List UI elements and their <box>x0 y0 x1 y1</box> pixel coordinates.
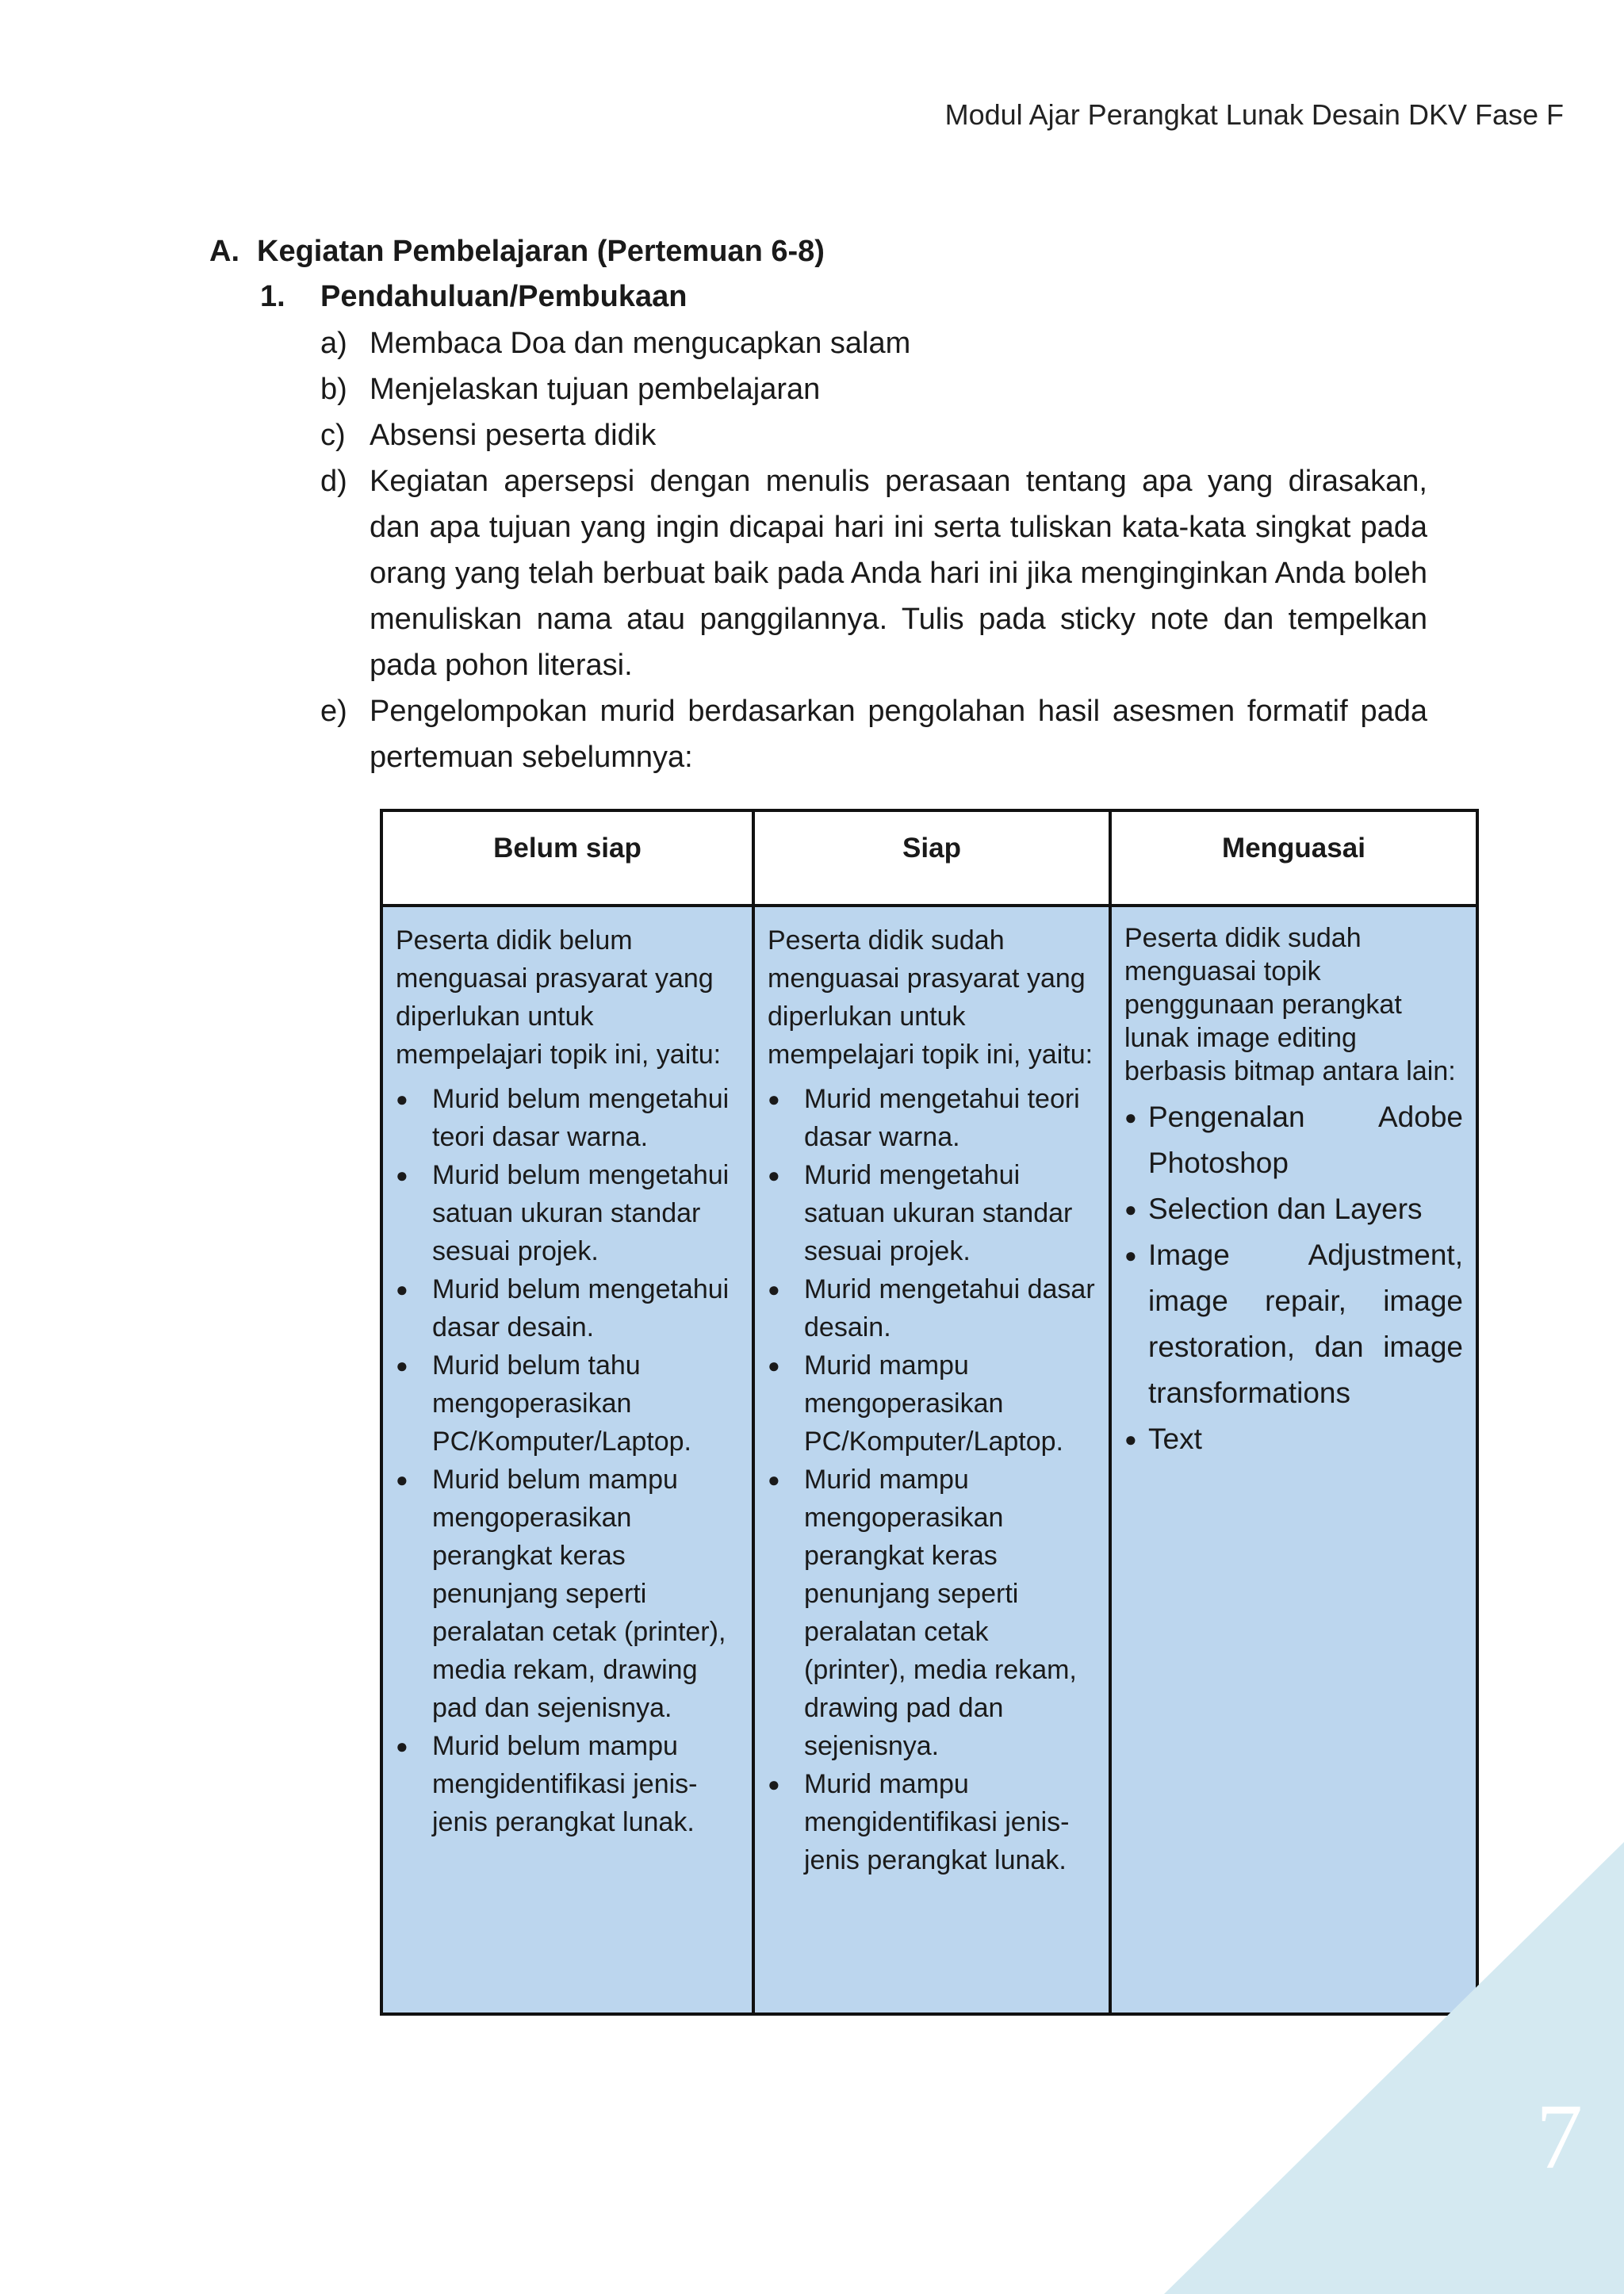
bullet-item <box>768 1270 1096 1346</box>
section-a <box>209 235 1431 793</box>
cell-intro: Peserta didik sudah menguasai topik penggunaan perangkat lunak image editing berbasis bitmap antara lain: <box>1124 923 1456 1086</box>
bullet-text: Murid belum mampu mengoperasikan perangkat keras penunjang seperti peralatan cetak (printer), media rekam, drawing pad dan sejenisnya. <box>432 1465 726 1723</box>
bullet-icon: ● <box>396 1468 408 1492</box>
bullet-list <box>396 1080 739 1841</box>
bullet-icon: ● <box>768 1354 780 1377</box>
subsection-heading <box>260 280 1431 314</box>
bullet-text: Murid mengetahui teori dasar warna. <box>804 1084 1080 1152</box>
bullet-list <box>768 1080 1096 1879</box>
bullet-item <box>768 1080 1096 1156</box>
bullet-item <box>396 1346 739 1461</box>
list-item <box>320 688 1427 780</box>
cell-intro: Peserta didik sudah menguasai prasyarat yang diperlukan untuk mempelajari topik ini, yaitu: <box>768 925 1094 1070</box>
bullet-item <box>768 1346 1096 1461</box>
bullet-item <box>396 1727 739 1841</box>
bullet-text: Murid belum mengetahui dasar desain. <box>432 1274 730 1342</box>
page-number: 7 <box>1536 2085 1583 2189</box>
item-text: Membaca Doa dan mengucapkan salam <box>370 327 911 360</box>
list-item <box>320 458 1427 688</box>
bullet-icon: ● <box>768 1163 780 1187</box>
table-header-menguasai: Menguasai <box>1112 812 1476 907</box>
bullet-text: Murid belum mengetahui satuan ukuran standar sesuai projek. <box>432 1160 730 1266</box>
subsection-title: Pendahuluan/Pembukaan <box>320 280 688 313</box>
table-header-siap: Siap <box>755 812 1112 907</box>
corner-decoration <box>1164 1842 1624 2294</box>
bullet-text: Image Adjustment, image repair, image restoration, dan image transformations <box>1148 1239 1463 1409</box>
section-heading <box>209 235 1431 269</box>
item-text: Kegiatan apersepsi dengan menulis perasaan tentang apa yang dirasakan, dan apa tujuan yang ingin dicapai hari ini serta tuliskan kata-kata singkat pada orang yang telah berbuat baik pada Anda hari ini jika menginginkan Anda boleh menuliskan nama atau panggilannya. Tulis pada sticky note dan tempelkan pada pohon literasi. <box>370 465 1427 682</box>
item-label: c) <box>320 419 346 452</box>
bullet-text: Murid belum tahu mengoperasikan PC/Komputer/Laptop. <box>432 1350 691 1457</box>
bullet-text: Selection dan Layers <box>1148 1193 1423 1225</box>
bullet-item <box>768 1461 1096 1765</box>
bullet-text: Murid mengetahui satuan ukuran standar sesuai projek. <box>804 1160 1073 1266</box>
bullet-item <box>768 1765 1096 1879</box>
bullet-text: Murid belum mampu mengidentifikasi jenis-jenis perangkat lunak. <box>432 1731 698 1837</box>
bullet-item <box>1124 1094 1463 1186</box>
section-number: A. <box>209 235 239 268</box>
item-text: Absensi peserta didik <box>370 419 657 452</box>
bullet-text: Murid mampu mengoperasikan perangkat keras penunjang seperti peralatan cetak (printer), media rekam, drawing pad dan sejenisnya. <box>804 1465 1077 1761</box>
bullet-icon: ● <box>768 1277 780 1301</box>
bullet-text: Murid mampu mengidentifikasi jenis-jenis perangkat lunak. <box>804 1769 1070 1875</box>
bullet-icon: ● <box>768 1468 780 1492</box>
bullet-icon: ● <box>396 1277 408 1301</box>
grouping-table <box>380 809 1479 2016</box>
bullet-item <box>768 1156 1096 1270</box>
bullet-text: Murid mengetahui dasar desain. <box>804 1274 1095 1342</box>
subsection-number: 1. <box>260 280 285 313</box>
bullet-icon: ● <box>396 1354 408 1377</box>
bullet-text: Text <box>1148 1423 1202 1455</box>
bullet-list <box>1124 1094 1463 1462</box>
list-item <box>320 412 1427 458</box>
bullet-icon: ● <box>1124 1197 1137 1221</box>
item-text: Pengelompokan murid berdasarkan pengolahan hasil asesmen formatif pada pertemuan sebelumnya: <box>370 695 1427 774</box>
cell-intro: Peserta didik belum menguasai prasyarat yang diperlukan untuk mempelajari topik ini, yaitu: <box>396 925 722 1070</box>
corner-triangle <box>1164 1842 1624 2294</box>
bullet-icon: ● <box>1124 1243 1137 1267</box>
bullet-icon: ● <box>768 1772 780 1796</box>
table-header-belum-siap: Belum siap <box>383 812 755 907</box>
bullet-icon: ● <box>1124 1105 1137 1129</box>
item-label: a) <box>320 327 347 360</box>
bullet-item <box>1124 1416 1463 1462</box>
item-label: d) <box>320 465 347 498</box>
item-text: Menjelaskan tujuan pembelajaran <box>370 373 821 406</box>
bullet-item <box>1124 1186 1463 1232</box>
bullet-item <box>396 1156 739 1270</box>
cell-siap <box>755 907 1112 2013</box>
bullet-icon: ● <box>1124 1427 1137 1451</box>
bullet-icon: ● <box>396 1163 408 1187</box>
list-item <box>320 320 1427 366</box>
bullet-icon: ● <box>396 1734 408 1758</box>
bullet-icon: ● <box>396 1087 408 1111</box>
bullet-item <box>1124 1232 1463 1416</box>
bullet-icon: ● <box>768 1087 780 1111</box>
bullet-item <box>396 1080 739 1156</box>
running-header: Modul Ajar Perangkat Lunak Desain DKV Fase F <box>944 98 1564 131</box>
cell-belum-siap <box>383 907 755 2013</box>
bullet-text: Pengenalan Adobe Photoshop <box>1148 1101 1463 1179</box>
activity-list <box>320 320 1427 780</box>
item-label: e) <box>320 695 347 728</box>
item-label: b) <box>320 373 347 406</box>
bullet-item <box>396 1270 739 1346</box>
bullet-item <box>396 1461 739 1727</box>
bullet-text: Murid belum mengetahui teori dasar warna. <box>432 1084 730 1152</box>
list-item <box>320 366 1427 412</box>
bullet-text: Murid mampu mengoperasikan PC/Komputer/Laptop. <box>804 1350 1063 1457</box>
section-title: Kegiatan Pembelajaran (Pertemuan 6-8) <box>257 235 825 268</box>
